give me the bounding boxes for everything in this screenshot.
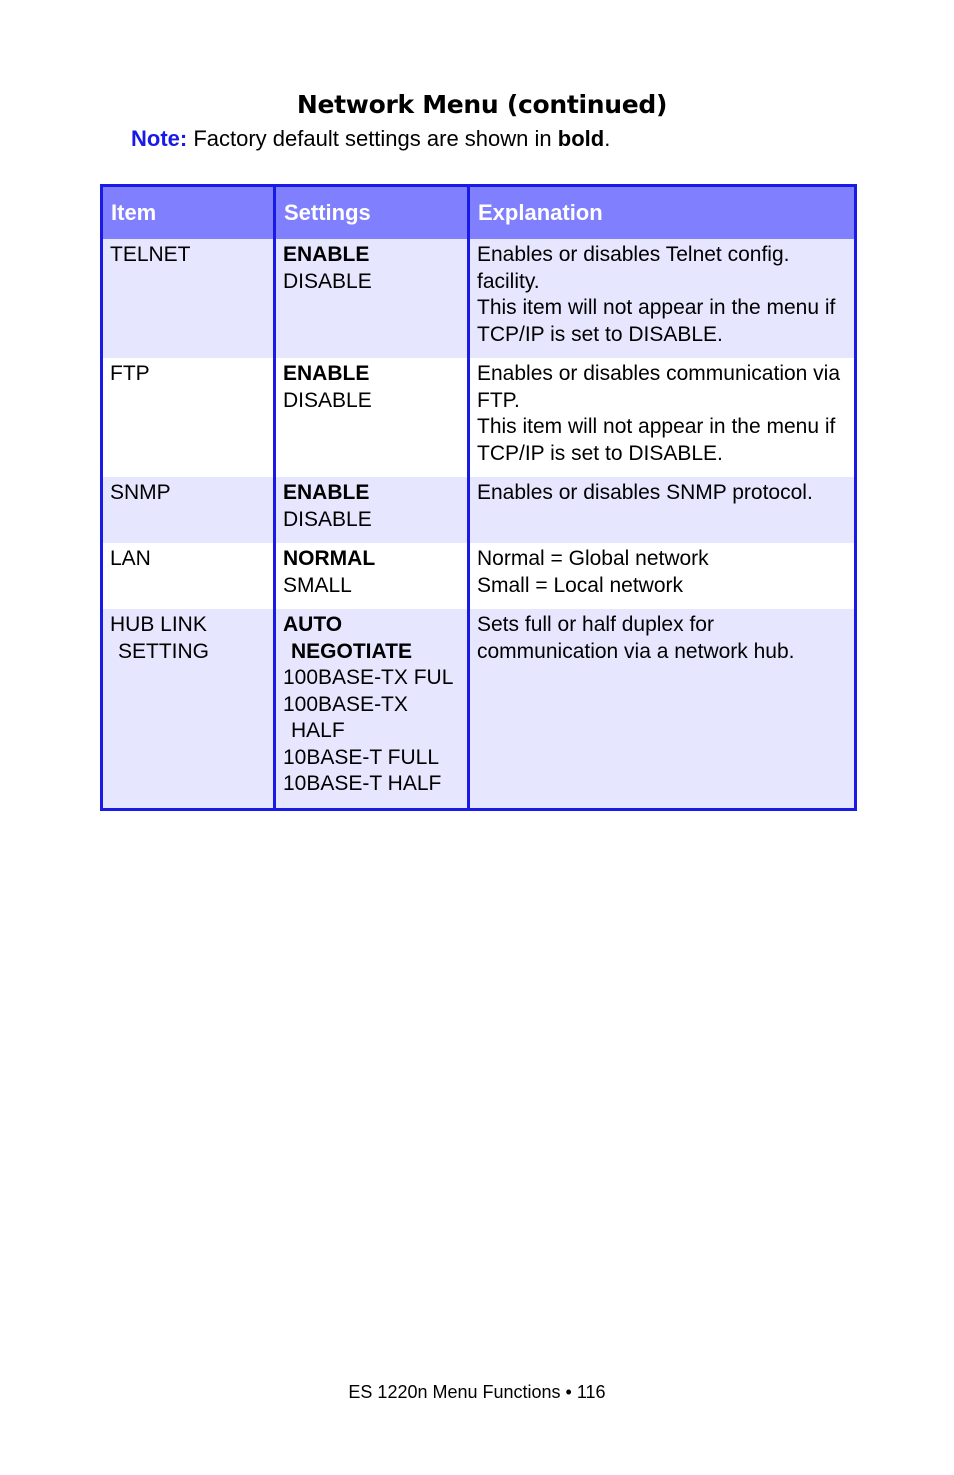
note-end: . — [604, 126, 611, 151]
cell-item — [102, 358, 275, 477]
item-text: LAN — [110, 547, 151, 570]
setting-option: SMALL — [283, 573, 352, 597]
note-text: Factory default settings are shown in — [187, 126, 558, 151]
item-text: SETTING — [118, 639, 210, 663]
cell-explanation — [469, 609, 856, 809]
note-line — [131, 126, 610, 152]
explanation-text: TCP/IP is set to DISABLE. — [477, 441, 723, 465]
cell-settings — [275, 609, 469, 809]
explanation-text: Small = Local network — [477, 573, 684, 597]
setting-default: ENABLE — [283, 243, 370, 266]
network-menu-table — [100, 184, 857, 811]
header-settings: Settings — [275, 186, 469, 240]
explanation-text: This item will not appear in the menu if — [477, 296, 836, 319]
table-header-row — [102, 186, 856, 240]
setting-option: DISABLE — [283, 507, 372, 531]
explanation-text: Sets full or half duplex for — [477, 613, 714, 636]
cell-settings — [275, 358, 469, 477]
table-row — [102, 477, 856, 543]
setting-default: ENABLE — [283, 362, 370, 385]
explanation-text: facility. — [477, 269, 540, 293]
cell-explanation — [469, 239, 856, 358]
cell-explanation — [469, 477, 856, 543]
cell-item — [102, 477, 275, 543]
cell-item — [102, 609, 275, 809]
explanation-text: Enables or disables Telnet config. — [477, 243, 790, 266]
explanation-text: Enables or disables SNMP protocol. — [477, 481, 813, 504]
header-item: Item — [102, 186, 275, 240]
table-row — [102, 239, 856, 358]
explanation-text: FTP. — [477, 388, 520, 412]
item-text: FTP — [110, 362, 150, 385]
setting-default: AUTO — [283, 613, 343, 636]
cell-settings — [275, 477, 469, 543]
table-row — [102, 609, 856, 809]
header-explanation: Explanation — [469, 186, 856, 240]
note-bold-word: bold — [557, 126, 605, 151]
setting-default: NEGOTIATE — [291, 639, 412, 663]
setting-option: HALF — [291, 719, 345, 742]
cell-explanation — [469, 543, 856, 609]
item-text: SNMP — [110, 481, 171, 504]
page-footer: ES 1220n Menu Functions • 116 — [348, 1382, 606, 1402]
setting-default: ENABLE — [283, 481, 370, 504]
explanation-text: This item will not appear in the menu if — [477, 415, 836, 438]
cell-settings — [275, 239, 469, 358]
explanation-text: communication via a network hub. — [477, 639, 795, 663]
setting-option: DISABLE — [283, 269, 372, 293]
cell-item — [102, 239, 275, 358]
cell-settings — [275, 543, 469, 609]
setting-option: 100BASE-TX — [283, 692, 408, 716]
note-label: Note: — [131, 126, 188, 151]
setting-option: 10BASE-T HALF — [283, 772, 442, 795]
table-row — [102, 358, 856, 477]
item-text: HUB LINK — [110, 613, 207, 636]
explanation-text: TCP/IP is set to DISABLE. — [477, 322, 723, 346]
page-title: Network Menu (continued) — [296, 90, 668, 119]
setting-default: NORMAL — [283, 547, 376, 570]
explanation-text: Normal = Global network — [477, 547, 709, 570]
setting-option: 100BASE-TX FUL — [283, 666, 454, 689]
setting-option: 10BASE-T FULL — [283, 745, 440, 769]
setting-option: DISABLE — [283, 388, 372, 412]
item-text: TELNET — [110, 243, 191, 266]
table-row — [102, 543, 856, 609]
cell-item — [102, 543, 275, 609]
cell-explanation — [469, 358, 856, 477]
explanation-text: Enables or disables communication via — [477, 362, 841, 385]
